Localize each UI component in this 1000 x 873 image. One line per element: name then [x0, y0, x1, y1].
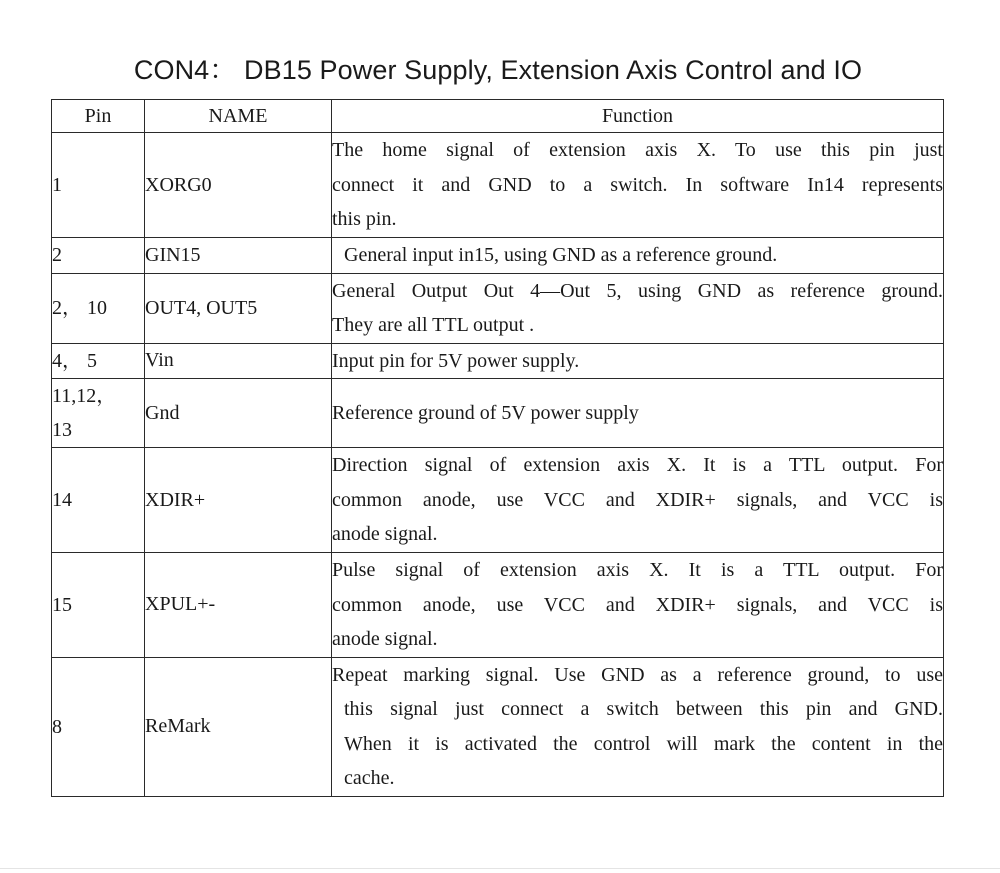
- function-cell: [332, 657, 944, 796]
- table-row: [52, 133, 944, 238]
- function-cell: [332, 379, 944, 448]
- function-line: cache.: [344, 767, 395, 789]
- pin-cell: 4， 5: [52, 343, 145, 379]
- function-line: Pulse signal of extension axis X. It is a TTL output. For: [332, 559, 943, 581]
- pin-line: 13: [52, 419, 72, 441]
- name-cell: GIN15: [145, 238, 332, 274]
- function-cell: [332, 133, 944, 238]
- pin-cell: 2， 10: [52, 273, 145, 343]
- pin-function-table: [51, 99, 944, 797]
- table-row: [52, 343, 944, 379]
- table-row: [52, 379, 944, 448]
- table-row: [52, 238, 944, 274]
- function-line: anode signal.: [332, 523, 438, 546]
- function-cell: [332, 343, 944, 379]
- name-cell: Gnd: [145, 379, 332, 448]
- name-cell: OUT4, OUT5: [145, 273, 332, 343]
- function-line: Repeat marking signal. Use GND as a reference ground, to use: [332, 663, 943, 686]
- name-cell: XDIR+: [145, 448, 332, 553]
- function-line: common anode, use VCC and XDIR+ signals, and VCC is: [332, 593, 943, 616]
- pin-line: 11,12，: [52, 385, 117, 407]
- function-line: this signal just connect a switch between this pin and GND.: [344, 698, 943, 720]
- function-line: General Output Out 4—Out 5, using GND as reference ground.: [332, 279, 943, 302]
- function-line: General input in15, using GND as a reference ground.: [344, 244, 778, 266]
- function-line: The home signal of extension axis X. To use this pin just: [332, 139, 943, 162]
- header-name: NAME: [145, 100, 332, 133]
- pin-cell: [52, 379, 145, 448]
- function-cell: [332, 553, 944, 658]
- function-cell: [332, 273, 944, 343]
- header-function: Function: [332, 100, 944, 133]
- table-row: [52, 448, 944, 553]
- pin-cell: 15: [52, 553, 145, 658]
- function-line: this pin.: [332, 208, 397, 231]
- pin-cell: 14: [52, 448, 145, 553]
- function-cell: [332, 448, 944, 553]
- table-row: [52, 657, 944, 796]
- bottom-divider: [0, 868, 1000, 869]
- table-row: [52, 273, 944, 343]
- header-pin: Pin: [52, 100, 145, 133]
- name-cell: Vin: [145, 343, 332, 379]
- function-line: Reference ground of 5V power supply: [332, 401, 639, 424]
- page-title: CON4： DB15 Power Supply, Extension Axis Control and IO: [133, 55, 863, 85]
- pin-cell: 2: [52, 238, 145, 274]
- name-cell: XORG0: [145, 133, 332, 238]
- table-row: [52, 553, 944, 658]
- pin-cell: 8: [52, 657, 145, 796]
- function-line: Direction signal of extension axis X. It is a TTL output. For: [332, 454, 943, 477]
- function-line: common anode, use VCC and XDIR+ signals, and VCC is: [332, 488, 943, 511]
- table-header-row: [52, 100, 944, 133]
- pin-cell: 1: [52, 133, 145, 238]
- name-cell: ReMark: [145, 657, 332, 796]
- function-line: Input pin for 5V power supply.: [332, 349, 580, 372]
- function-cell: [332, 238, 944, 274]
- function-line: anode signal.: [332, 628, 438, 650]
- name-cell: XPUL+-: [145, 553, 332, 658]
- function-line: When it is activated the control will mark the content in the: [344, 732, 943, 755]
- function-line: connect it and GND to a switch. In software In14 represents: [332, 173, 943, 196]
- function-line: They are all TTL output .: [332, 314, 535, 336]
